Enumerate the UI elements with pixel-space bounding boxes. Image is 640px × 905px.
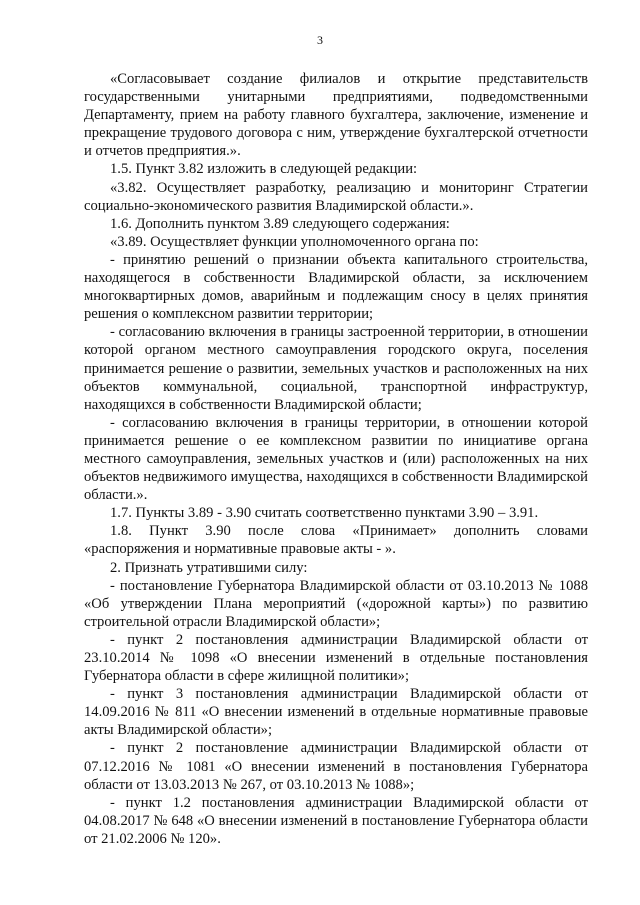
paragraph-clause-3-82: «3.82. Осуществляет разработку, реализацию и мониторинг Стратегии социально-экономического развития Владимирской области.». — [84, 179, 588, 214]
paragraph-item-1-8: 1.8. Пункт 3.90 после слова «Принимает» дополнить словами «распоряжения и нормативные правовые акты - ». — [84, 523, 588, 558]
paragraph-item-1-6: 1.6. Дополнить пунктом 3.89 следующего содержания: — [110, 215, 450, 232]
document-body — [84, 70, 588, 848]
paragraph-repeal-1088: - постановление Губернатора Владимирской области от 03.10.2013 № 1088 «Об утверждении Плана мероприятий («дорожной карты») по развитию строительной отрасли Владимирской области»; — [84, 577, 588, 630]
paragraph-item-1-7: 1.7. Пункты 3.89 - 3.90 считать соответственно пунктами 3.90 – 3.91. — [110, 505, 539, 522]
paragraph-repeal-1098: - пункт 2 постановления администрации Владимирской области от 23.10.2014 № 1098 «О внесении изменений в отдельные постановления Губернатора области в сфере жилищной политики»; — [84, 631, 588, 685]
paragraph-repeal-1081: - пункт 2 постановление администрации Владимирской области от 07.12.2016 № 1081 «О внесении изменений в постановления Губернатора области от 13.03.2013 № 267, от 03.10.2013 № 1088»; — [84, 740, 588, 793]
paragraph-repeal-648: - пункт 1.2 постановления администрации Владимирской области от 04.08.2017 № 648 «О внесении изменений в постановление Губернатора области от 21.02.2006 № 120». — [84, 794, 588, 847]
paragraph-item-2: 2. Признать утратившими силу: — [110, 559, 308, 576]
paragraph-clause-3-89: «3.89. Осуществляет функции уполномоченного органа по: — [110, 233, 479, 250]
paragraph-agreement-branches: «Согласовывает создание филиалов и открытие представительств государственными унитарными предприятиями, подведомственными Департаменту, прием на работу главного бухгалтера, заключение, изменение и прекращение трудового договора с ним, утверждение бухгалтерской отчетности и отчетов предприятия.». — [84, 71, 588, 160]
paragraph-dash-built-territory: - согласованию включения в границы застроенной территории, в отношении которой органом местного самоуправления городского округа, поселения принимается решение о развитии, земельных участков и расположенных на них объектов коммунальной, социальной, транспортной инфраструктур, находящихся в собственности Владимирской области; — [84, 324, 588, 413]
paragraph-repeal-811: - пункт 3 постановления администрации Владимирской области от 14.09.2016 № 811 «О внесении изменений в отдельные нормативные правовые акты Владимирской области»; — [84, 686, 588, 739]
page-number: 3 — [317, 33, 323, 47]
paragraph-dash-territory: - согласованию включения в границы территории, в отношении которой принимается решение о ее комплексном развитии по инициативе органа местного самоуправления, земельных участков и (или) расположенных на них объектов недвижимого имущества, находящихся в собственности Владимирской области.». — [84, 414, 588, 504]
paragraph-dash-decisions: - принятию решений о признании объекта капитального строительства, находящегося в собственности Владимирской области, за исключением многоквартирных домов, аварийным и подлежащим сносу в целях принятия решения о комплексном развитии территории; — [84, 251, 588, 323]
paragraph-item-1-5: 1.5. Пункт 3.82 изложить в следующей редакции: — [110, 161, 418, 178]
